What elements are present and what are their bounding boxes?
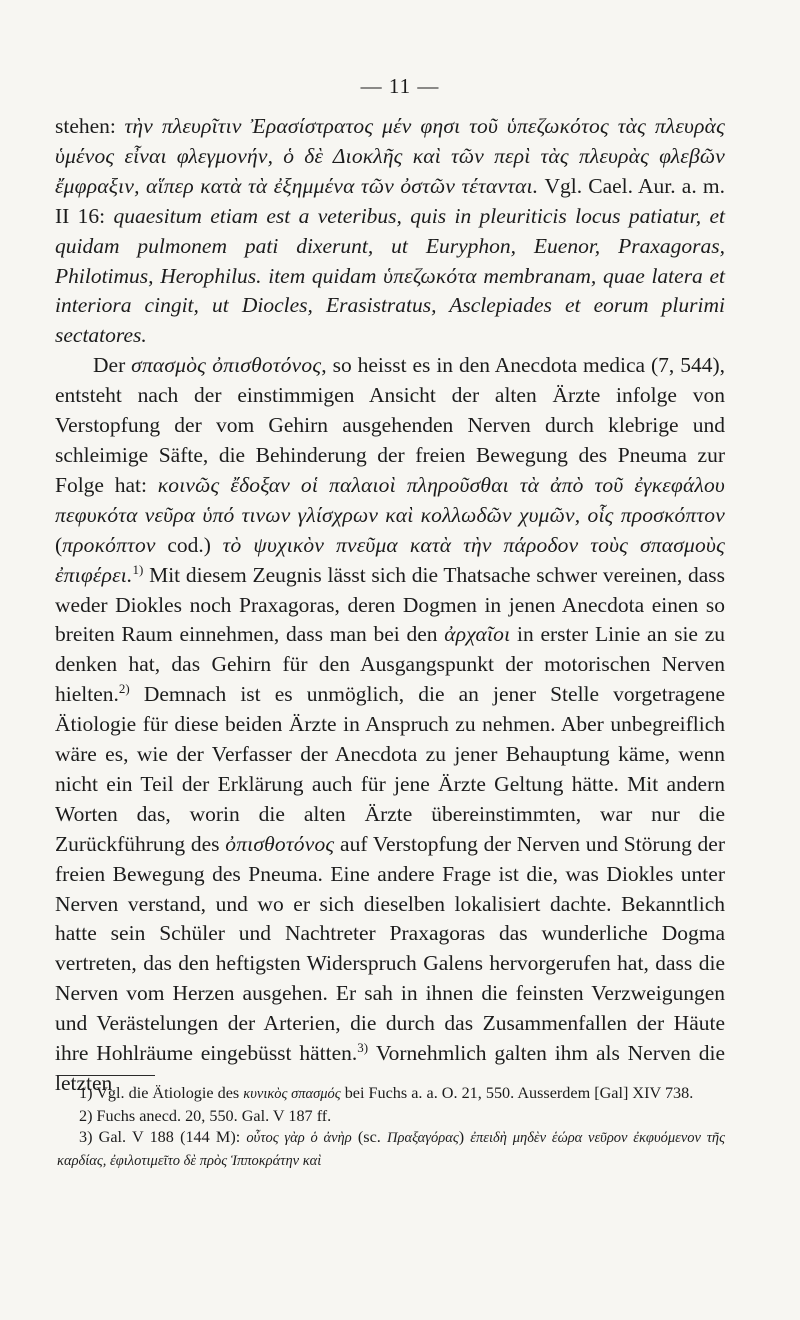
- footnote-text: 3) Gal. V 188 (144 M):: [79, 1128, 247, 1146]
- greek-term: ἀρχαῖοι: [444, 622, 511, 647]
- text-run: , so heisst es in den Anecdota medica (7, 544), entsteht nach der einstimmigen Ansicht der alten Ärzte infolge von Verstopfung der vom Gehirn ausgehenden Nerven durch klebrige und schleimige Säfte, die Behinderung der freien Bewegung des Pneuma zur Folge hat:: [55, 353, 726, 497]
- footnote-text: 1) Vgl. die Ätiologie des: [79, 1084, 244, 1102]
- greek-quotation: οὗτος γὰρ ὁ ἀνὴρ: [246, 1130, 352, 1146]
- greek-term: σπασμὸς ὀπισθοτόνος: [131, 353, 322, 378]
- greek-quotation: τὸ ψυχικὸν πνεῦμα κατὰ τὴν πάροδον τοὺς σπασμοὺς ἐπιφέρει.: [55, 532, 725, 587]
- greek-word: ὑπεζωκότα: [383, 263, 477, 288]
- footnote-2: [57, 1106, 725, 1128]
- text-run: (: [55, 532, 63, 557]
- text-run: Vornehmlich galten ihm als Nerven die letzten: [55, 1041, 725, 1095]
- footnote-marker: 2): [118, 681, 130, 697]
- paragraph-continuation: [55, 112, 725, 351]
- footnote-text: 2) Fuchs anecd. 20, 550. Gal. V 187 ff.: [79, 1106, 332, 1125]
- text-run: in erster Linie an sie zu denken hat, das Gehirn für den Ausgangspunkt der motorischen Nerven hielten.: [55, 622, 725, 707]
- footnote-marker: 1): [132, 561, 144, 577]
- greek-quotation: τὴν πλευρῖτιν Ἐρασίστρατος μέν φησι τοῦ ὑπεζωκότος τὰς πλευρὰς ὑμένος εἶναι φλεγμονήν, ὁ δὲ Διοκλῆς καὶ τῶν περὶ τὰς πλευρὰς φλεβῶν ἔμφραξιν, αἵπερ κατὰ τὰ ἐξημμένα τῶν ὀστῶν τέτανται.: [55, 114, 725, 198]
- greek-term: ὀπισθοτόνος: [225, 831, 335, 856]
- text-run: cod.): [155, 532, 223, 557]
- paragraph: [55, 351, 725, 1099]
- footnote-3: [57, 1127, 725, 1172]
- footnote-marker: 3): [357, 1039, 369, 1055]
- greek-name: Πραξαγόρας: [387, 1130, 459, 1146]
- footnotes: [57, 1083, 725, 1172]
- latin-quotation: quaesitum etiam est a veteribus, quis in pleuriticis locus patiatur, et quidam pulmonem pati dixerunt, ut Euryphon, Euenor, Praxagoras, Philotimus, Herophilus. item quidam: [55, 203, 725, 288]
- greek-term: κυνικὸς σπασμός: [243, 1086, 341, 1102]
- text-run: auf Verstopfung der Nerven und Störung der freien Bewegung des Pneuma. Eine andere Frage ist die, was Diokles unter Nerven verstand, und wo er sich dieselben lokalisiert dachte. Bekanntlich hatte sein Schüler und Nachtreter Praxagoras das wunderliche Dogma vertreten, das den heftigsten Widerspruch Galens hervorgerufen hat, dass die Nerven vom Herzen ausgehen. Er sah in ihnen die feinsten Verzweigungen und Verästelungen der Arterien, die durch das Zusammenfallen der Häute ihre Hohlräume eingebüsst hätten.: [55, 831, 725, 1066]
- latin-quotation: membranam, quae latera et interiora cingit, ut Diocles, Erasistratus, Asclepiades et eorum plurimi sectatores.: [55, 263, 726, 348]
- text-run: Mit diesem Zeugnis lässt sich die Thatsache schwer vereinen, dass weder Diokles noch Praxagoras, deren Dogmen in jenen Anecdota einen so breiten Raum einnehmen, dass man bei den: [55, 562, 725, 647]
- text-run: Demnach ist es unmöglich, die an jener Stelle vorgetragene Ätiologie für diese beiden Ärzte in Anspruch zu nehmen. Aber unbegreiflich wäre es, wie der Verfasser der Anecdota zu jener Behauptung käme, wenn nicht ein Teil der Erklärung auch für jene Ärzte Geltung hätte. Mit andern Worten das, worin die alten Ärzte übereinstimmten, war nur die Zurückführung des: [55, 682, 725, 856]
- main-text: [55, 112, 725, 1099]
- text-run: Der: [93, 353, 132, 378]
- greek-variant-reading: προκόπτον: [62, 532, 156, 557]
- citation: Vgl. Cael. Aur. a. m. II 16:: [55, 173, 725, 228]
- footnote-text: ): [458, 1128, 471, 1146]
- text-run: stehen:: [55, 114, 125, 138]
- greek-quotation: κοινῶς ἔδοξαν οἱ παλαιοὶ πληροῦσθαι τὰ ἀπὸ τοῦ ἐγκεφάλου πεφυκότα νεῦρα ὑπό τινων γλίσχρων καὶ κολλωδῶν χυμῶν, οἷς προσκόπτον: [55, 472, 726, 527]
- footnote-divider: [57, 1075, 155, 1076]
- page-number: — 11 —: [360, 74, 440, 98]
- footnote-1: [57, 1083, 725, 1106]
- greek-quotation: ἐπειδὴ μηδὲν ἑώρα νεῦρον ἐκφυόμενον τῆς καρδίας, ἐφιλοτιμεῖτο δὲ πρὸς Ἱπποκράτην καὶ: [57, 1130, 726, 1169]
- footnote-text: bei Fuchs a. a. O. 21, 550. Ausserdem [Gal] XIV 738.: [340, 1084, 694, 1102]
- footnote-text: (sc.: [351, 1128, 388, 1146]
